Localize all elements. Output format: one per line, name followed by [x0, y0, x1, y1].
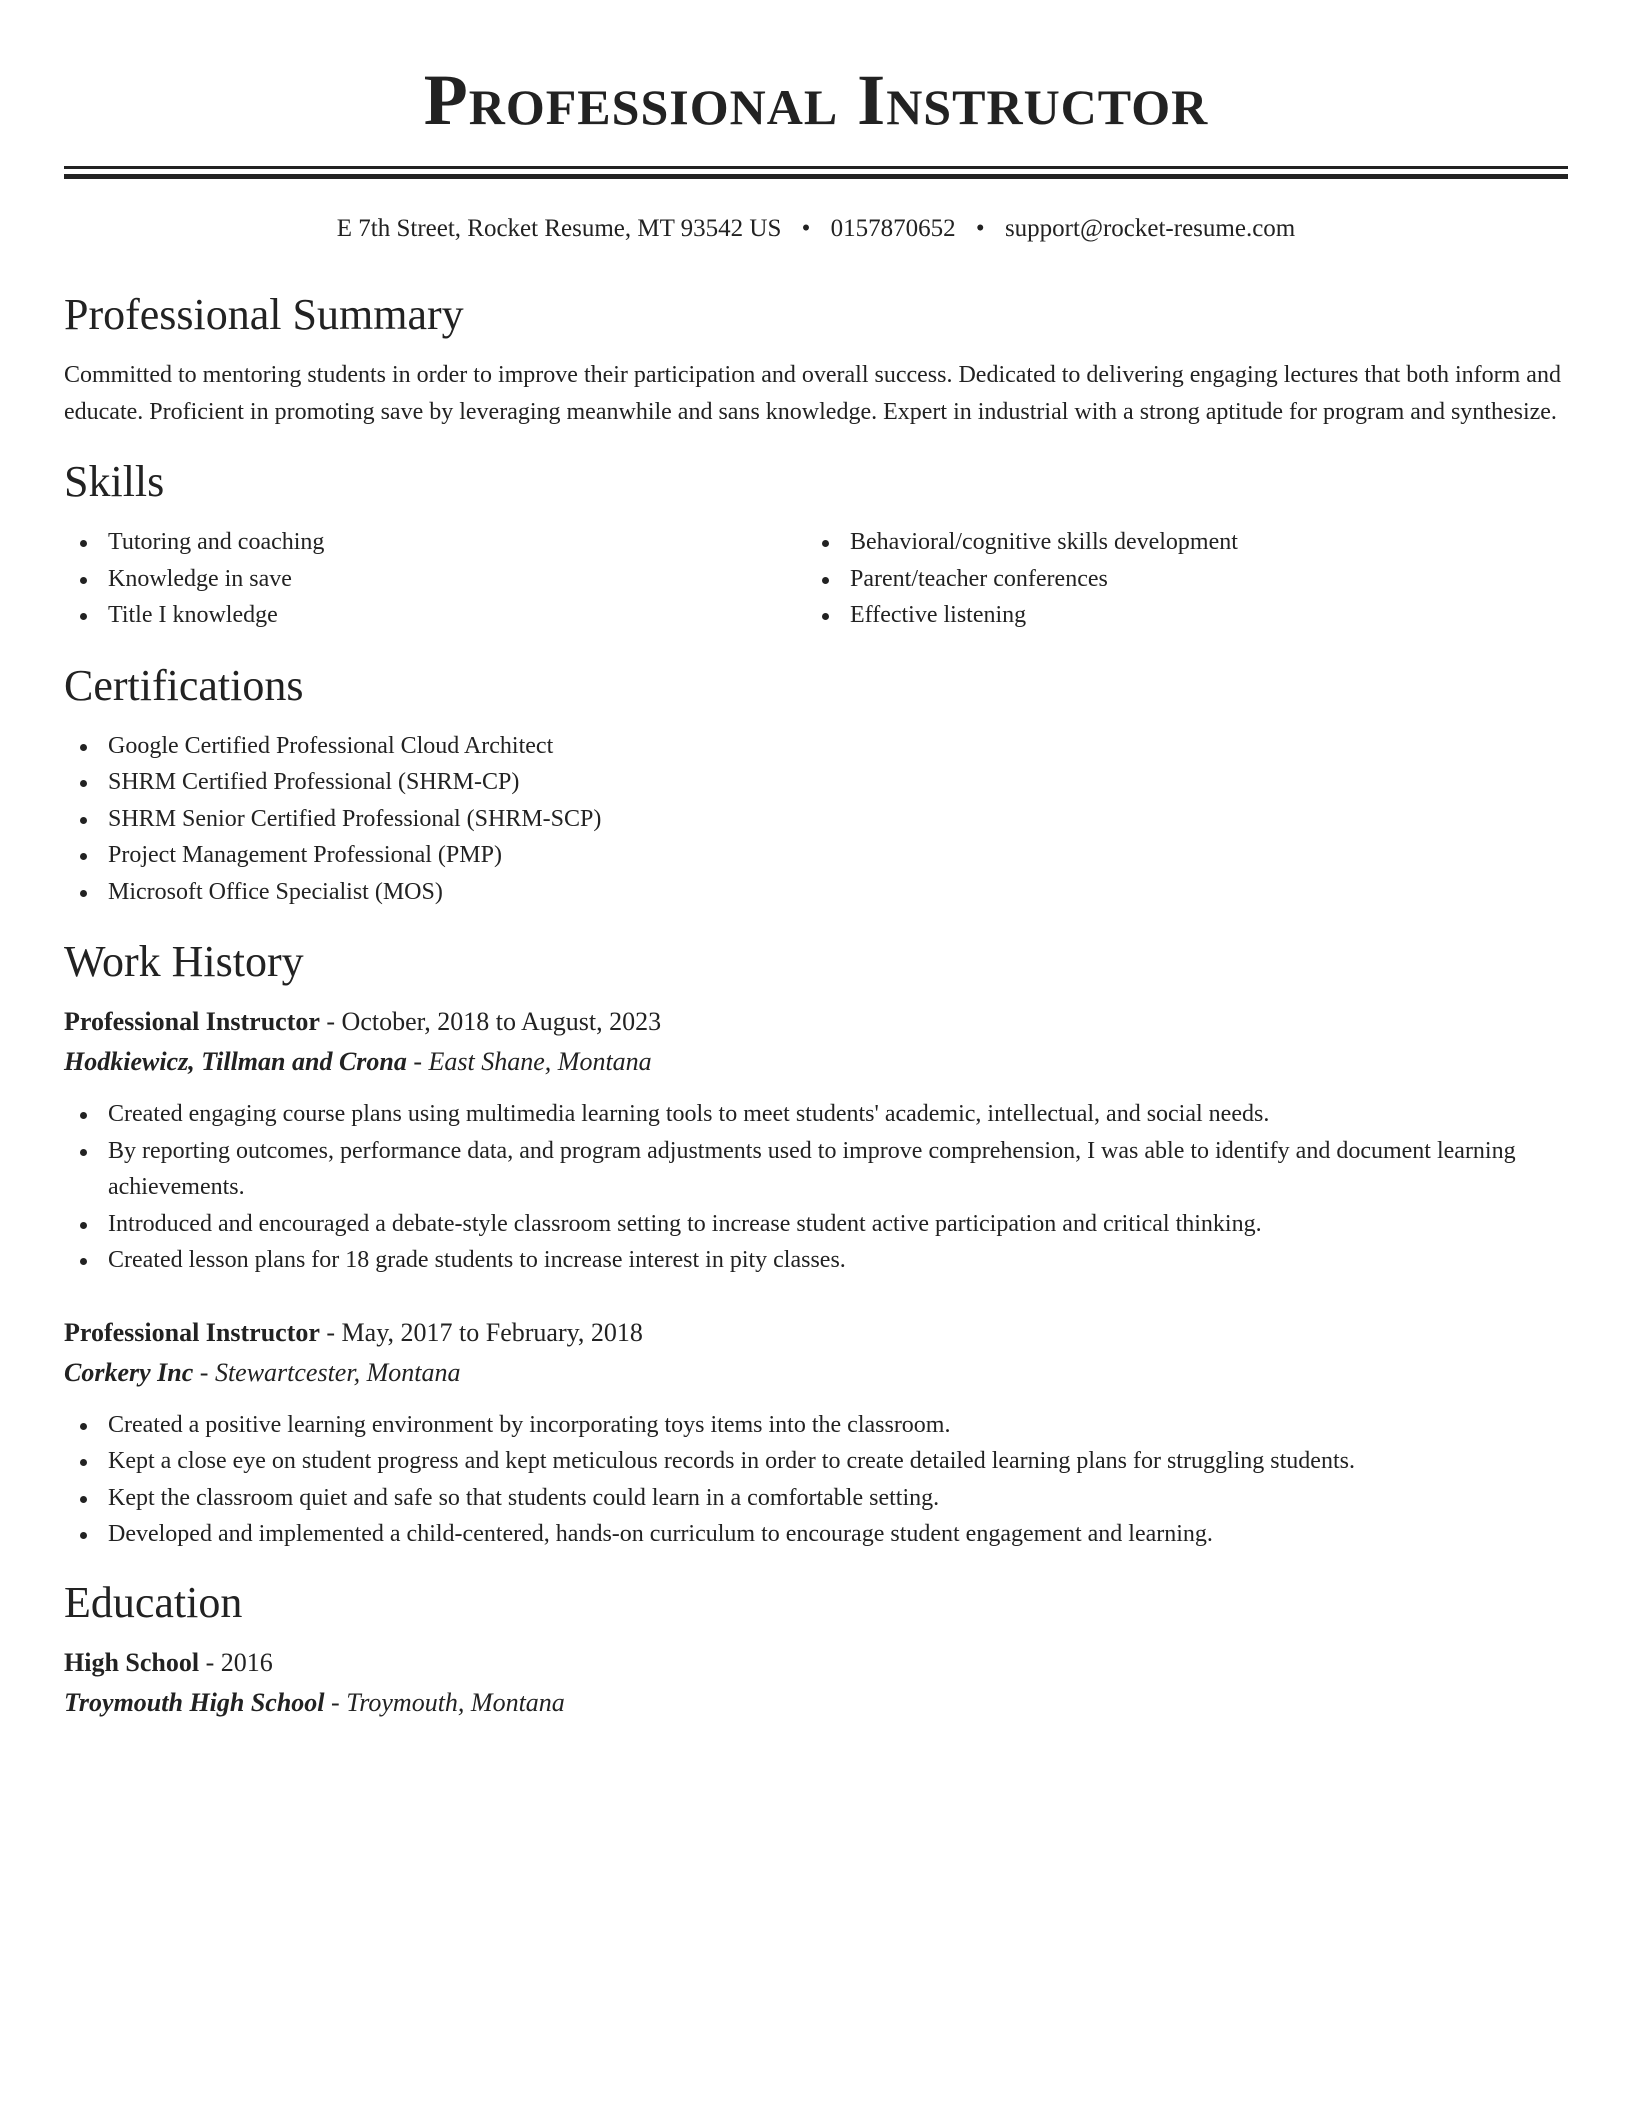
- skill-item: Effective listening: [806, 597, 1548, 634]
- job-employer-line: [64, 1353, 1568, 1393]
- section-title-skills: Skills: [64, 457, 165, 506]
- skill-item: Tutoring and coaching: [64, 524, 806, 561]
- job-location: - East Shane, Montana: [406, 1047, 652, 1076]
- skill-item: Knowledge in save: [64, 561, 806, 598]
- job-heading: [64, 1313, 1568, 1353]
- education-entry: [64, 1643, 1568, 1723]
- skill-item: Title I knowledge: [64, 597, 806, 634]
- skill-item: Parent/teacher conferences: [806, 561, 1548, 598]
- job-bullet: Created engaging course plans using multimedia learning tools to meet students' academic, intellectual, and social needs.: [64, 1096, 1568, 1133]
- certification-item: Project Management Professional (PMP): [64, 837, 1568, 874]
- section-title-education: Education: [64, 1577, 243, 1627]
- contact-line: [64, 213, 1568, 245]
- education-heading: [64, 1643, 1568, 1683]
- job-role: Professional Instructor: [64, 1007, 320, 1036]
- job-dates: - May, 2017 to February, 2018: [319, 1317, 643, 1347]
- certification-item: Google Certified Professional Cloud Architect: [64, 728, 1568, 765]
- contact-address: E 7th Street, Rocket Resume, MT 93542 US: [336, 215, 782, 242]
- contact-separator: •: [975, 215, 985, 242]
- skills-list: [64, 524, 1568, 634]
- header-divider-thin: [64, 166, 1568, 169]
- summary-text: Committed to mentoring students in order to improve their participation and overall success. Dedicated to delivering engaging lectures that both inform and educate. Proficient in promoting save by leveraging meanwhile and sans knowledge. Expert in industrial with a strong aptitude for program and synthesize.: [64, 362, 1561, 425]
- education-degree: High School: [64, 1647, 200, 1677]
- job-bullet: Introduced and encouraged a debate-style classroom setting to increase student active participation and critical thinking.: [64, 1206, 1568, 1243]
- skill-item: Behavioral/cognitive skills development: [806, 524, 1548, 561]
- certification-item: SHRM Senior Certified Professional (SHRM-SCP): [64, 801, 1568, 838]
- job-bullet: Developed and implemented a child-centered, hands-on curriculum to encourage student engagement and learning.: [64, 1516, 1568, 1553]
- certification-item: SHRM Certified Professional (SHRM-CP): [64, 764, 1568, 801]
- job-bullet: Created lesson plans for 18 grade students to increase interest in pity classes.: [64, 1242, 1568, 1279]
- job-employer-line: [64, 1042, 1568, 1082]
- skills-column-right: [806, 524, 1548, 634]
- job-company: Hodkiewicz, Tillman and Crona: [64, 1047, 407, 1076]
- section-title-work-history: Work History: [64, 937, 304, 986]
- resume-name: Professional Instructor: [423, 60, 1209, 140]
- job-bullets: [64, 1096, 1568, 1279]
- contact-separator: •: [801, 215, 811, 242]
- certifications-list: [64, 728, 1568, 911]
- job-bullet: Created a positive learning environment by incorporating toys items into the classroom.: [64, 1407, 1568, 1444]
- job-location: - Stewartcester, Montana: [193, 1357, 461, 1387]
- job-bullets: [64, 1407, 1568, 1553]
- education-school: Troymouth High School: [64, 1687, 325, 1717]
- skills-column-left: [64, 524, 806, 634]
- education-year: - 2016: [199, 1647, 273, 1677]
- contact-email: support@rocket-resume.com: [1004, 215, 1296, 242]
- job-bullet: Kept the classroom quiet and safe so that students could learn in a comfortable setting.: [64, 1480, 1568, 1517]
- job-entry: [64, 1313, 1568, 1553]
- job-entry: [64, 1002, 1568, 1279]
- job-dates: - October, 2018 to August, 2023: [319, 1007, 662, 1036]
- header-divider-thick: [64, 174, 1568, 179]
- job-company: Corkery Inc: [64, 1357, 194, 1387]
- job-role: Professional Instructor: [64, 1317, 320, 1347]
- job-bullet: By reporting outcomes, performance data, and program adjustments used to improve comprehension, I was able to identify and document learning achievements.: [64, 1133, 1568, 1206]
- job-heading: [64, 1002, 1568, 1042]
- section-title-summary: Professional Summary: [64, 290, 464, 339]
- section-title-certifications: Certifications: [64, 660, 304, 710]
- education-school-line: [64, 1683, 1568, 1723]
- certification-item: Microsoft Office Specialist (MOS): [64, 874, 1568, 911]
- education-location: - Troymouth, Montana: [324, 1687, 565, 1717]
- job-bullet: Kept a close eye on student progress and kept meticulous records in order to create detailed learning plans for struggling students.: [64, 1443, 1568, 1480]
- contact-phone: 0157870652: [830, 215, 956, 242]
